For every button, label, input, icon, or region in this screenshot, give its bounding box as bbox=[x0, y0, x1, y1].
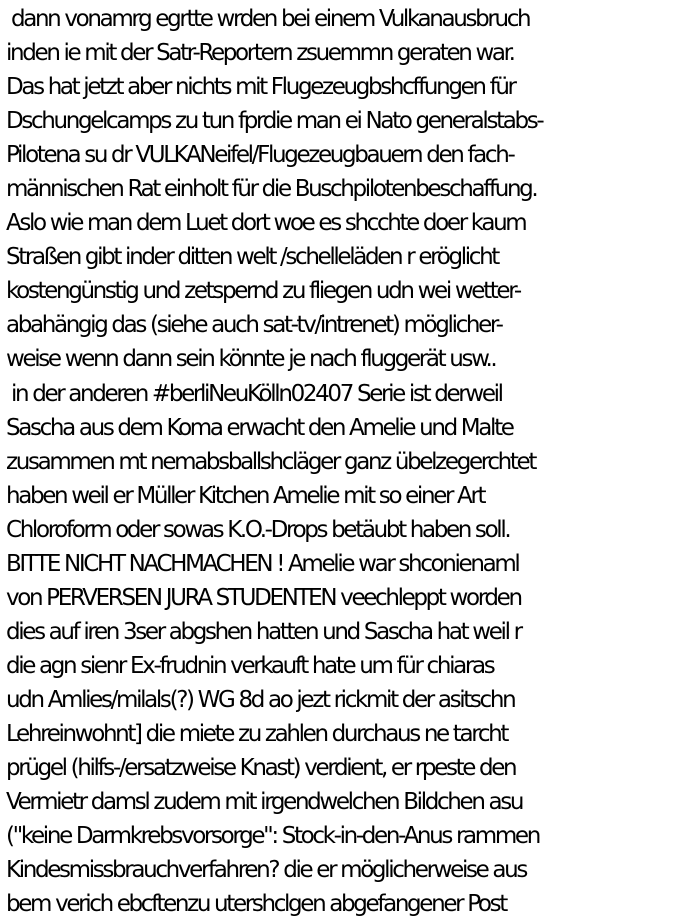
document-body bbox=[6, 2, 684, 921]
text-line-14: zusammen mt nemabsballshcläger ganz übelzegerchtet bbox=[6, 448, 536, 475]
text-line-12: in der anderen #berliNeuKölln02407 Serie ist derweil bbox=[6, 380, 502, 407]
text-line-3: Das hat jetzt aber nichts mit Flugezeugbshcffungen für bbox=[6, 74, 515, 101]
text-line-27: bem verich ebcftenzu utershclgen abgefangener Post bbox=[6, 891, 506, 918]
text-line-18: von PERVERSEN JURA STUDENTEN veechleppt worden bbox=[6, 584, 521, 611]
text-line-23: prügel (hilfs-/ersatzweise Knast) verdient, er rpeste den bbox=[6, 755, 516, 782]
text-line-9: kostengünstig und zetspernd zu fliegen udn wei wetter- bbox=[6, 278, 520, 305]
text-line-15: haben weil er Müller Kitchen Amelie mit so einer Art bbox=[6, 482, 485, 509]
text-line-10: abahängig das (siehe auch sat-tv/intrenet) möglicher- bbox=[6, 312, 502, 339]
text-line-7: Aslo wie man dem Luet dort woe es shcchte doer kaum bbox=[6, 210, 526, 237]
text-line-16: Chloroform oder sowas K.O.-Drops betäubt haben soll. bbox=[6, 516, 510, 543]
text-line-25: ("keine Darmkrebsvorsorge": Stock-in-den-Anus rammen bbox=[6, 823, 539, 850]
text-line-26: Kindesmissbrauchverfahren? die er möglicherweise aus bbox=[6, 857, 526, 884]
text-line-6: männischen Rat einholt für die Buschpilotenbeschaffung. bbox=[6, 176, 537, 203]
text-line-11: weise wenn dann sein könnte je nach fluggerät usw.. bbox=[6, 346, 496, 373]
text-line-19: dies auf iren 3ser abgshen hatten und Sascha hat weil r bbox=[6, 618, 521, 645]
text-line-17: BITTE NICHT NACHMACHEN ! Amelie war shconienaml bbox=[6, 550, 519, 577]
text-line-5: Pilotena su dr VULKANeifel/Flugezeugbauern den fach- bbox=[6, 142, 514, 169]
text-line-8: Straßen gibt inder ditten welt /schelleläden r eröglicht bbox=[6, 244, 498, 271]
text-line-1: dann vonamrg egrtte wrden bei einem Vulkanausbruch bbox=[6, 6, 530, 32]
text-line-13: Sascha aus dem Koma erwacht den Amelie und Malte bbox=[6, 414, 513, 441]
text-line-4: Dschungelcamps zu tun fprdie man ei Nato generalstabs- bbox=[6, 108, 543, 135]
text-line-24: Vermietr damsl zudem mit irgendwelchen Bildchen asu bbox=[6, 789, 523, 816]
text-line-22: Lehreinwohnt] die miete zu zahlen durchaus ne tarcht bbox=[6, 720, 508, 747]
text-line-20: die agn sienr Ex-frudnin verkauft hate um für chiaras bbox=[6, 652, 494, 679]
text-line-2: inden ie mit der Satr-Reportern zsuemmn geraten war. bbox=[6, 40, 514, 67]
text-line-21: udn Amlies/milals(?) WG 8d ao jezt rickmit der asitschn bbox=[6, 686, 515, 713]
